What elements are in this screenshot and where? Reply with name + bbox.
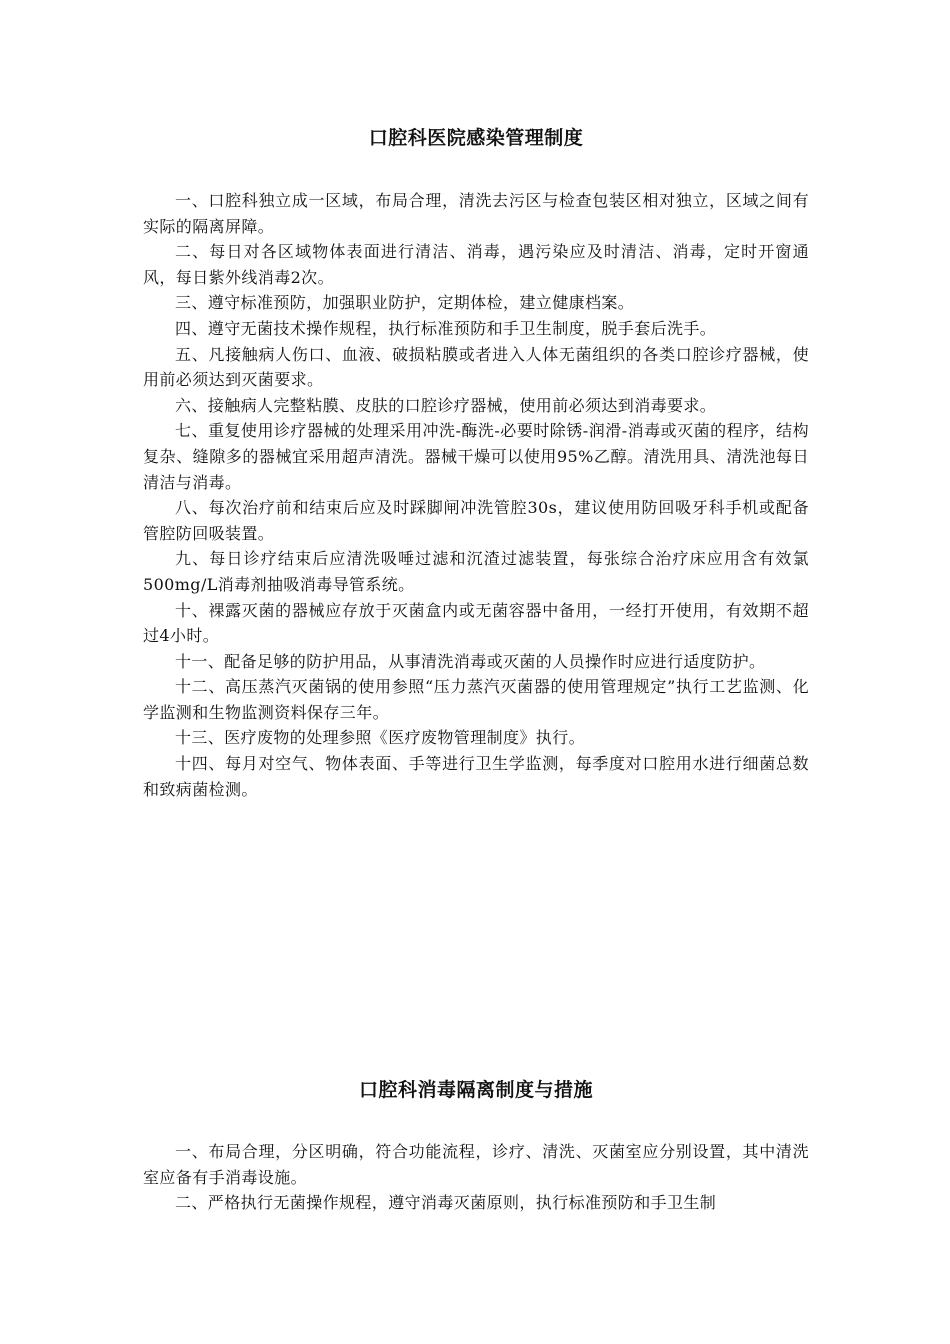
paragraph-9: 九、每日诊疗结束后应清洗吸唾过滤和沉渣过滤装置，每张综合治疗床应用含有效氯500mg/L消毒剂抽吸消毒导管系统。	[143, 549, 809, 594]
paragraph-8: 八、每次治疗前和结束后应及时踩脚闸冲洗管腔30s，建议使用防回吸牙科手机或配备管腔防回吸装置。	[143, 498, 809, 543]
paragraph-2: 二、严格执行无菌操作规程，遵守消毒灭菌原则，执行标准预防和手卫生制	[175, 1193, 717, 1213]
paragraph-2: 二、每日对各区域物体表面进行清洁、消毒，遇污染应及时清洁、消毒，定时开窗通风，每日紫外线消毒2次。	[143, 242, 809, 287]
paragraph-11: 十一、配备足够的防护用品，从事清洗消毒或灭菌的人员操作时应进行适度防护。	[175, 651, 766, 671]
paragraph-6: 六、接触病人完整粘膜、皮肤的口腔诊疗器械，使用前必须达到消毒要求。	[175, 395, 717, 415]
paragraph-10: 十、裸露灭菌的器械应存放于灭菌盒内或无菌容器中备用，一经打开使用，有效期不超过4小时。	[143, 600, 809, 646]
section-disinfection-isolation	[143, 1076, 809, 1216]
paragraph-4: 四、遵守无菌技术操作规程，执行标准预防和手卫生制度，脱手套后洗手。	[175, 318, 717, 338]
section-infection-management	[143, 124, 809, 802]
paragraph-5: 五、凡接触病人伤口、血液、破损粘膜或者进入人体无菌组织的各类口腔诊疗器械，使用前必须达到灭菌要求。	[143, 344, 809, 390]
section-title: 口腔科医院感染管理制度	[368, 127, 584, 149]
paragraph-14: 十四、每月对空气、物体表面、手等进行卫生学监测，每季度对口腔用水进行细菌总数和致病菌检测。	[143, 754, 809, 799]
paragraph-12: 十二、高压蒸汽灭菌锅的使用参照“压力蒸汽灭菌器的使用管理规定”执行工艺监测、化学监测和生物监测资料保存三年。	[143, 677, 809, 722]
paragraph-7: 七、重复使用诊疗器械的处理采用冲洗-酶洗-必要时除锈-润滑-消毒或灭菌的程序，结构复杂、缝隙多的器械宜采用超声清洗。器械干燥可以使用95%乙醇。清洗用具、清洗池每日清洁与消毒。	[143, 421, 809, 492]
paragraph-3: 三、遵守标准预防，加强职业防护，定期体检，建立健康档案。	[175, 293, 635, 313]
paragraph-1: 一、口腔科独立成一区域，布局合理，清洗去污区与检查包装区相对独立，区域之间有实际的隔离屏障。	[143, 191, 809, 236]
paragraph-1: 一、布局合理，分区明确，符合功能流程，诊疗、清洗、灭菌室应分别设置，其中清洗室应备有手消毒设施。	[143, 1142, 809, 1187]
paragraph-13: 十三、医疗废物的处理参照《医疗废物管理制度》执行。	[175, 728, 586, 748]
section-title: 口腔科消毒隔离制度与措施	[358, 1079, 593, 1101]
